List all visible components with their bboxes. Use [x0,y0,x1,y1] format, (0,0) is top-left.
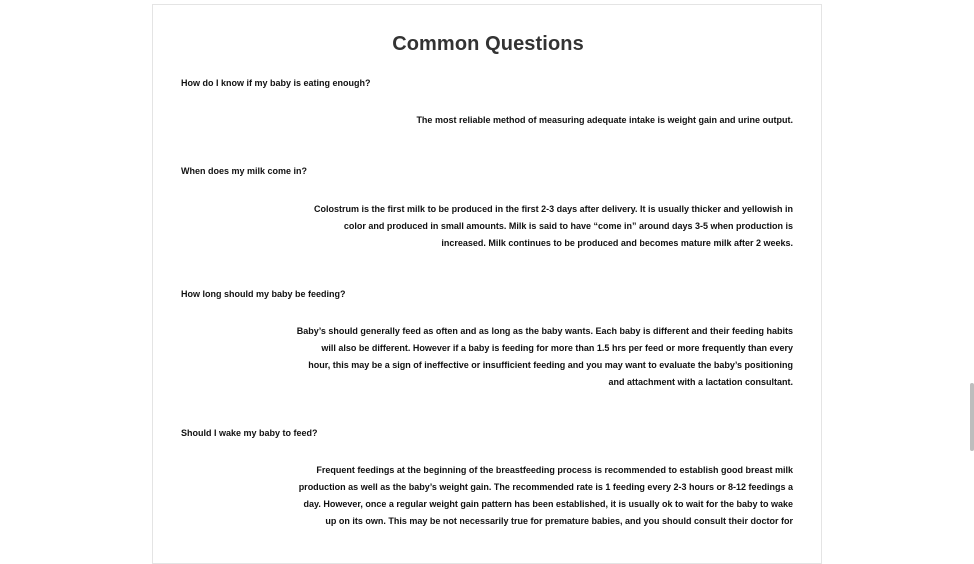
answer-line: day. However, once a regular weight gain pattern has been established, it is usually ok to wait for the baby to wake [303,499,793,509]
answer-line: Colostrum is the first milk to be produced in the first 2-3 days after delivery. It is usually thicker and yellowish in [314,204,793,214]
answer-line: Frequent feedings at the beginning of the breastfeeding process is recommended to establish good breast milk [316,465,793,475]
answer-line: production as well as the baby’s weight gain. The recommended rate is 1 feeding every 2-3 hours or 8-12 feedings a [298,482,793,492]
faq-answer-milk-come-in [314,201,793,252]
answer-line: Baby’s should generally feed as often and as long as the baby wants. Each baby is different and their feeding habits [296,326,793,336]
answer-line: The most reliable method of measuring adequate intake is weight gain and urine output. [416,115,793,125]
faq-card [152,4,822,564]
scrollbar-thumb[interactable] [970,383,974,451]
answer-line: and attachment with a lactation consultant. [608,377,793,387]
answer-line: hour, this may be a sign of ineffective or insufficient feeding and you may want to evaluate the baby’s positioning [308,360,793,370]
faq-question-eating-enough: How do I know if my baby is eating enough? [181,78,371,88]
answer-line: will also be different. However if a baby is feeding for more than 1.5 hrs per feed or more frequently than every [321,343,793,353]
page-title: Common Questions [392,33,584,55]
faq-question-feeding-length: How long should my baby be feeding? [181,289,346,299]
faq-answer-wake-baby [299,462,793,530]
answer-line: up on its own. This may be not necessarily true for premature babies, and you should consult their doctor for [325,516,793,526]
answer-line: increased. Milk continues to be produced and becomes mature milk after 2 weeks. [441,238,793,248]
answer-line: color and produced in small amounts. Milk is said to have “come in” around days 3-5 when production is [343,221,793,231]
faq-answer-eating-enough [416,112,793,129]
faq-question-wake-baby: Should I wake my baby to feed? [181,428,318,438]
faq-question-milk-come-in: When does my milk come in? [181,166,308,176]
faq-answer-feeding-length [297,323,793,391]
